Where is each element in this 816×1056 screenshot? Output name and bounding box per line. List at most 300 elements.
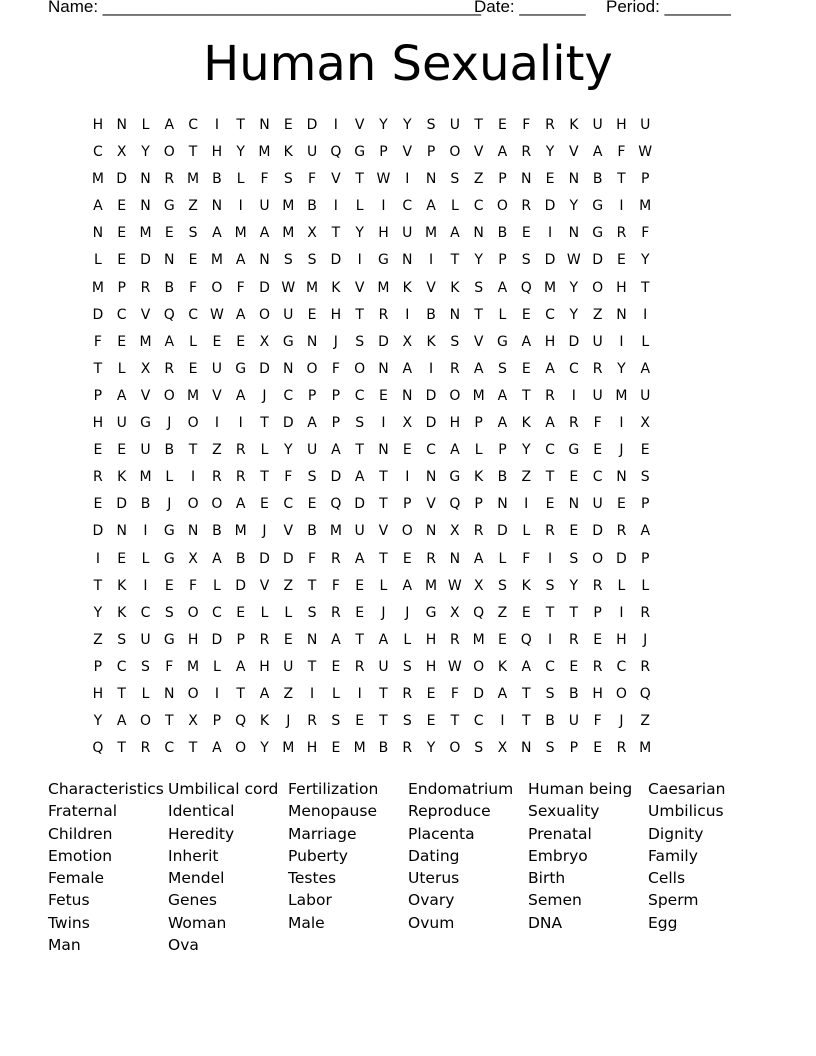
grid-letter[interactable]: A: [235, 496, 246, 513]
grid-letter[interactable]: M: [639, 740, 652, 757]
grid-letter[interactable]: R: [473, 523, 484, 540]
grid-letter[interactable]: V: [259, 577, 270, 594]
grid-letter[interactable]: X: [188, 713, 198, 730]
grid-letter[interactable]: A: [235, 252, 246, 269]
grid-letter[interactable]: A: [450, 442, 460, 459]
grid-letter[interactable]: H: [425, 631, 437, 648]
grid-letter[interactable]: T: [93, 360, 103, 377]
grid-letter[interactable]: C: [473, 198, 484, 215]
grid-letter[interactable]: K: [259, 713, 270, 730]
grid-letter[interactable]: U: [306, 442, 318, 459]
grid-letter[interactable]: D: [425, 415, 437, 432]
grid-letter[interactable]: H: [211, 144, 223, 161]
grid-letter[interactable]: Y: [93, 713, 103, 730]
grid-letter[interactable]: A: [473, 360, 484, 377]
grid-letter[interactable]: H: [616, 279, 627, 296]
grid-letter[interactable]: O: [354, 360, 366, 377]
grid-letter[interactable]: I: [405, 469, 410, 486]
grid-letter[interactable]: Q: [473, 604, 485, 621]
grid-letter[interactable]: M: [91, 279, 104, 296]
grid-letter[interactable]: T: [379, 496, 388, 513]
grid-letter[interactable]: N: [425, 171, 437, 188]
grid-letter[interactable]: N: [497, 496, 508, 513]
grid-letter[interactable]: S: [141, 658, 150, 675]
grid-letter[interactable]: G: [163, 550, 175, 567]
grid-letter[interactable]: F: [331, 360, 340, 377]
grid-letter[interactable]: L: [450, 198, 459, 215]
grid-letter[interactable]: N: [378, 360, 389, 377]
grid-letter[interactable]: X: [307, 225, 317, 242]
grid-letter[interactable]: T: [450, 252, 460, 269]
grid-letter[interactable]: V: [402, 144, 413, 161]
grid-letter[interactable]: S: [307, 469, 317, 486]
grid-letter[interactable]: D: [544, 198, 556, 215]
grid-letter[interactable]: C: [473, 713, 484, 730]
grid-letter[interactable]: O: [163, 387, 175, 404]
grid-letter[interactable]: C: [188, 306, 198, 323]
grid-letter[interactable]: B: [378, 740, 389, 757]
grid-letter[interactable]: R: [545, 523, 555, 540]
grid-letter[interactable]: D: [259, 360, 270, 377]
grid-letter[interactable]: W: [447, 658, 462, 675]
grid-letter[interactable]: C: [116, 306, 127, 323]
grid-letter[interactable]: O: [235, 740, 247, 757]
grid-letter[interactable]: C: [616, 658, 627, 675]
grid-letter[interactable]: K: [331, 279, 341, 296]
grid-letter[interactable]: K: [474, 469, 484, 486]
grid-letter[interactable]: F: [522, 117, 531, 133]
grid-letter[interactable]: N: [164, 685, 175, 702]
grid-letter[interactable]: D: [282, 415, 294, 432]
grid-letter[interactable]: P: [641, 550, 650, 567]
grid-letter[interactable]: C: [592, 469, 603, 486]
grid-letter[interactable]: R: [259, 631, 270, 648]
grid-letter[interactable]: Z: [283, 685, 294, 702]
grid-letter[interactable]: M: [329, 523, 342, 540]
grid-letter[interactable]: I: [547, 550, 553, 567]
grid-letter[interactable]: V: [283, 523, 294, 540]
grid-letter[interactable]: K: [450, 279, 460, 296]
grid-letter[interactable]: E: [593, 631, 603, 648]
grid-letter[interactable]: R: [212, 469, 222, 486]
grid-letter[interactable]: T: [307, 658, 317, 675]
grid-letter[interactable]: N: [616, 306, 627, 323]
grid-letter[interactable]: K: [497, 658, 508, 675]
grid-letter[interactable]: C: [116, 658, 127, 675]
grid-letter[interactable]: O: [449, 144, 461, 161]
grid-letter[interactable]: H: [592, 685, 603, 702]
grid-letter[interactable]: V: [426, 496, 436, 513]
grid-letter[interactable]: I: [619, 198, 624, 215]
grid-letter[interactable]: L: [93, 252, 102, 269]
grid-letter[interactable]: T: [236, 117, 245, 133]
grid-letter[interactable]: I: [95, 550, 100, 567]
grid-letter[interactable]: L: [617, 577, 626, 594]
grid-letter[interactable]: C: [164, 740, 175, 757]
grid-letter[interactable]: Q: [163, 306, 175, 323]
grid-letter[interactable]: I: [214, 415, 219, 432]
grid-letter[interactable]: J: [262, 387, 267, 404]
grid-letter[interactable]: N: [568, 171, 580, 188]
grid-letter[interactable]: E: [569, 469, 579, 486]
grid-letter[interactable]: E: [569, 658, 579, 675]
grid-letter[interactable]: A: [497, 685, 508, 702]
grid-letter[interactable]: R: [354, 658, 365, 675]
grid-letter[interactable]: Z: [521, 469, 532, 486]
grid-letter[interactable]: P: [331, 415, 341, 432]
grid-letter[interactable]: Z: [93, 631, 103, 648]
grid-letter[interactable]: A: [259, 225, 270, 242]
grid-letter[interactable]: U: [306, 144, 318, 161]
grid-letter[interactable]: J: [333, 333, 338, 350]
grid-letter[interactable]: Y: [545, 144, 555, 161]
grid-letter[interactable]: J: [167, 496, 172, 513]
grid-letter[interactable]: S: [450, 333, 460, 350]
grid-letter[interactable]: J: [286, 713, 291, 730]
grid-letter[interactable]: X: [259, 333, 270, 350]
grid-letter[interactable]: R: [93, 469, 103, 486]
grid-letter[interactable]: D: [330, 469, 342, 486]
grid-letter[interactable]: I: [619, 333, 624, 350]
grid-letter[interactable]: B: [235, 550, 246, 567]
grid-letter[interactable]: Z: [640, 713, 651, 730]
grid-letter[interactable]: T: [355, 631, 364, 648]
grid-letter[interactable]: S: [307, 252, 317, 269]
grid-letter[interactable]: P: [641, 171, 650, 188]
grid-letter[interactable]: R: [378, 306, 389, 323]
grid-letter[interactable]: F: [189, 279, 198, 296]
period-field[interactable]: Period: _______: [606, 0, 731, 16]
grid-letter[interactable]: A: [497, 279, 508, 296]
grid-letter[interactable]: M: [615, 387, 628, 404]
grid-letter[interactable]: R: [140, 279, 151, 296]
grid-letter[interactable]: U: [592, 333, 603, 350]
grid-letter[interactable]: T: [450, 713, 460, 730]
grid-letter[interactable]: X: [402, 333, 413, 350]
grid-letter[interactable]: O: [473, 658, 485, 675]
grid-letter[interactable]: B: [569, 685, 579, 702]
grid-letter[interactable]: Q: [449, 496, 461, 513]
grid-letter[interactable]: O: [449, 387, 461, 404]
grid-letter[interactable]: N: [283, 360, 294, 377]
grid-letter[interactable]: E: [569, 523, 579, 540]
grid-letter[interactable]: Z: [592, 306, 603, 323]
grid-letter[interactable]: A: [521, 658, 532, 675]
grid-letter[interactable]: I: [643, 306, 648, 323]
grid-letter[interactable]: R: [402, 685, 413, 702]
grid-letter[interactable]: S: [474, 279, 484, 296]
grid-letter[interactable]: M: [306, 279, 319, 296]
grid-letter[interactable]: E: [402, 442, 412, 459]
grid-letter[interactable]: Y: [236, 144, 245, 161]
grid-letter[interactable]: E: [593, 740, 603, 757]
grid-letter[interactable]: Y: [260, 740, 269, 757]
grid-letter[interactable]: N: [449, 550, 461, 567]
grid-letter[interactable]: J: [262, 523, 267, 540]
grid-letter[interactable]: L: [141, 685, 150, 702]
grid-letter[interactable]: F: [331, 577, 340, 594]
grid-letter[interactable]: E: [117, 333, 127, 350]
grid-letter[interactable]: D: [378, 333, 389, 350]
grid-letter[interactable]: I: [333, 198, 338, 215]
grid-letter[interactable]: T: [117, 685, 126, 702]
grid-letter[interactable]: A: [450, 225, 460, 242]
grid-letter[interactable]: S: [402, 713, 412, 730]
grid-letter[interactable]: V: [569, 144, 579, 161]
grid-letter[interactable]: Q: [235, 713, 247, 730]
grid-letter[interactable]: U: [592, 387, 603, 404]
grid-letter[interactable]: P: [93, 387, 103, 404]
grid-letter[interactable]: M: [543, 279, 557, 296]
grid-letter[interactable]: F: [522, 550, 531, 567]
grid-letter[interactable]: S: [545, 685, 555, 702]
grid-letter[interactable]: A: [354, 469, 365, 486]
grid-letter[interactable]: E: [307, 496, 317, 513]
grid-letter[interactable]: M: [377, 279, 390, 296]
grid-letter[interactable]: A: [497, 144, 508, 161]
grid-letter[interactable]: L: [641, 333, 650, 350]
grid-letter[interactable]: B: [497, 225, 508, 242]
grid-letter[interactable]: A: [354, 550, 365, 567]
grid-letter[interactable]: I: [238, 415, 243, 432]
grid-letter[interactable]: P: [403, 496, 412, 513]
grid-letter[interactable]: U: [449, 117, 460, 133]
grid-letter[interactable]: A: [521, 333, 532, 350]
grid-letter[interactable]: A: [497, 387, 508, 404]
grid-letter[interactable]: N: [116, 117, 127, 133]
grid-letter[interactable]: G: [425, 604, 437, 621]
grid-letter[interactable]: G: [449, 469, 461, 486]
grid-letter[interactable]: M: [639, 198, 652, 215]
grid-letter[interactable]: Y: [569, 306, 579, 323]
grid-letter[interactable]: H: [92, 685, 104, 702]
grid-letter[interactable]: E: [521, 225, 531, 242]
grid-letter[interactable]: U: [592, 496, 603, 513]
grid-letter[interactable]: S: [498, 360, 507, 377]
grid-letter[interactable]: D: [330, 252, 342, 269]
grid-letter[interactable]: C: [354, 387, 365, 404]
grid-letter[interactable]: R: [592, 577, 603, 594]
grid-letter[interactable]: T: [545, 604, 555, 621]
grid-letter[interactable]: Y: [141, 144, 150, 161]
grid-letter[interactable]: U: [640, 117, 651, 133]
grid-letter[interactable]: G: [163, 523, 175, 540]
grid-letter[interactable]: W: [376, 171, 391, 188]
grid-letter[interactable]: K: [283, 144, 293, 161]
grid-letter[interactable]: K: [521, 415, 531, 432]
grid-letter[interactable]: E: [379, 387, 388, 404]
grid-letter[interactable]: T: [474, 117, 483, 133]
grid-letter[interactable]: Y: [426, 740, 436, 757]
grid-letter[interactable]: Z: [473, 171, 484, 188]
grid-letter[interactable]: N: [568, 225, 580, 242]
grid-letter[interactable]: O: [187, 604, 199, 621]
grid-letter[interactable]: T: [355, 306, 364, 323]
grid-letter[interactable]: P: [569, 740, 579, 757]
grid-letter[interactable]: I: [428, 360, 434, 377]
grid-letter[interactable]: J: [167, 415, 172, 432]
grid-letter[interactable]: E: [188, 252, 198, 269]
grid-letter[interactable]: B: [212, 171, 222, 188]
grid-letter[interactable]: P: [331, 387, 341, 404]
grid-letter[interactable]: V: [354, 117, 365, 133]
grid-letter[interactable]: D: [497, 523, 508, 540]
grid-letter[interactable]: P: [93, 658, 103, 675]
grid-letter[interactable]: J: [619, 713, 624, 730]
grid-letter[interactable]: K: [521, 577, 531, 594]
grid-letter[interactable]: G: [163, 631, 175, 648]
grid-letter[interactable]: O: [496, 198, 508, 215]
grid-letter[interactable]: F: [284, 469, 293, 486]
grid-letter[interactable]: Z: [497, 604, 508, 621]
grid-letter[interactable]: X: [450, 523, 460, 540]
grid-letter[interactable]: L: [641, 577, 650, 594]
grid-letter[interactable]: Y: [569, 198, 579, 215]
grid-letter[interactable]: A: [164, 333, 175, 350]
grid-letter[interactable]: S: [474, 740, 484, 757]
grid-letter[interactable]: X: [450, 604, 460, 621]
grid-letter[interactable]: J: [381, 604, 386, 621]
grid-letter[interactable]: E: [426, 685, 436, 702]
grid-letter[interactable]: R: [616, 740, 627, 757]
grid-letter[interactable]: T: [188, 442, 198, 459]
grid-letter[interactable]: M: [282, 740, 295, 757]
grid-letter[interactable]: K: [117, 604, 127, 621]
grid-letter[interactable]: T: [379, 685, 388, 702]
grid-letter[interactable]: S: [283, 171, 293, 188]
grid-letter[interactable]: V: [140, 387, 151, 404]
grid-letter[interactable]: E: [283, 631, 293, 648]
grid-letter[interactable]: N: [187, 523, 199, 540]
grid-letter[interactable]: E: [93, 496, 103, 513]
grid-letter[interactable]: S: [498, 577, 507, 594]
grid-letter[interactable]: I: [547, 225, 553, 242]
grid-letter[interactable]: A: [497, 415, 508, 432]
grid-letter[interactable]: R: [426, 550, 436, 567]
grid-letter[interactable]: N: [568, 496, 580, 513]
date-field[interactable]: Date: _______: [474, 0, 586, 16]
grid-letter[interactable]: U: [140, 442, 151, 459]
grid-letter[interactable]: F: [617, 144, 626, 161]
grid-letter[interactable]: R: [640, 604, 651, 621]
grid-letter[interactable]: C: [402, 198, 413, 215]
grid-letter[interactable]: E: [188, 360, 198, 377]
grid-letter[interactable]: V: [378, 523, 389, 540]
grid-letter[interactable]: H: [544, 333, 556, 350]
grid-letter[interactable]: M: [472, 387, 485, 404]
grid-letter[interactable]: P: [212, 713, 222, 730]
grid-letter[interactable]: A: [473, 550, 484, 567]
grid-letter[interactable]: E: [426, 713, 436, 730]
grid-letter[interactable]: L: [474, 442, 483, 459]
grid-letter[interactable]: C: [93, 144, 103, 161]
grid-letter[interactable]: R: [402, 740, 413, 757]
grid-letter[interactable]: L: [260, 442, 269, 459]
grid-letter[interactable]: W: [638, 144, 653, 161]
grid-letter[interactable]: D: [354, 496, 366, 513]
grid-letter[interactable]: G: [354, 144, 366, 161]
grid-letter[interactable]: H: [92, 415, 104, 432]
grid-letter[interactable]: A: [592, 144, 603, 161]
grid-letter[interactable]: Y: [640, 252, 650, 269]
grid-letter[interactable]: Y: [93, 604, 103, 621]
grid-letter[interactable]: E: [498, 631, 507, 648]
grid-letter[interactable]: J: [619, 442, 624, 459]
grid-letter[interactable]: I: [524, 496, 529, 513]
grid-letter[interactable]: V: [426, 279, 436, 296]
grid-letter[interactable]: D: [116, 496, 128, 513]
grid-letter[interactable]: P: [593, 604, 602, 621]
grid-letter[interactable]: E: [498, 117, 507, 133]
grid-letter[interactable]: Y: [474, 252, 483, 269]
grid-letter[interactable]: I: [333, 117, 338, 133]
grid-letter[interactable]: N: [425, 469, 437, 486]
grid-letter[interactable]: E: [212, 333, 222, 350]
grid-letter[interactable]: N: [164, 252, 175, 269]
grid-letter[interactable]: Z: [212, 442, 222, 459]
grid-letter[interactable]: L: [522, 523, 531, 540]
grid-letter[interactable]: D: [592, 523, 604, 540]
grid-letter[interactable]: O: [211, 279, 223, 296]
grid-letter[interactable]: S: [307, 604, 317, 621]
grid-letter[interactable]: D: [544, 252, 556, 269]
grid-letter[interactable]: I: [619, 415, 624, 432]
grid-letter[interactable]: A: [331, 442, 341, 459]
grid-letter[interactable]: I: [571, 387, 576, 404]
grid-letter[interactable]: Q: [520, 279, 532, 296]
grid-letter[interactable]: M: [282, 225, 295, 242]
grid-letter[interactable]: L: [212, 658, 221, 675]
grid-letter[interactable]: E: [260, 496, 269, 513]
grid-letter[interactable]: X: [402, 415, 413, 432]
grid-letter[interactable]: S: [426, 117, 436, 133]
grid-letter[interactable]: D: [568, 333, 580, 350]
grid-letter[interactable]: M: [353, 740, 366, 757]
grid-letter[interactable]: M: [425, 225, 438, 242]
grid-letter[interactable]: M: [425, 577, 438, 594]
grid-letter[interactable]: L: [212, 577, 221, 594]
grid-letter[interactable]: N: [402, 252, 413, 269]
grid-letter[interactable]: T: [379, 713, 388, 730]
grid-letter[interactable]: R: [616, 225, 627, 242]
grid-letter[interactable]: N: [211, 198, 223, 215]
grid-letter[interactable]: Y: [569, 279, 579, 296]
grid-letter[interactable]: O: [187, 415, 199, 432]
grid-letter[interactable]: A: [402, 360, 413, 377]
grid-letter[interactable]: E: [331, 740, 341, 757]
grid-letter[interactable]: S: [640, 469, 650, 486]
grid-letter[interactable]: P: [474, 496, 483, 513]
grid-letter[interactable]: F: [189, 577, 198, 594]
grid-letter[interactable]: N: [140, 198, 151, 215]
grid-letter[interactable]: M: [258, 144, 271, 161]
grid-letter[interactable]: D: [235, 577, 247, 594]
grid-letter[interactable]: F: [593, 713, 602, 730]
grid-letter[interactable]: P: [307, 387, 317, 404]
grid-letter[interactable]: B: [307, 523, 317, 540]
grid-letter[interactable]: O: [449, 740, 461, 757]
grid-letter[interactable]: U: [283, 658, 294, 675]
grid-letter[interactable]: E: [93, 442, 103, 459]
grid-letter[interactable]: B: [164, 442, 175, 459]
grid-letter[interactable]: C: [283, 387, 294, 404]
grid-letter[interactable]: O: [211, 496, 223, 513]
grid-letter[interactable]: A: [402, 577, 413, 594]
grid-letter[interactable]: T: [331, 225, 341, 242]
grid-letter[interactable]: L: [165, 469, 174, 486]
grid-letter[interactable]: W: [447, 577, 462, 594]
grid-letter[interactable]: R: [331, 550, 341, 567]
